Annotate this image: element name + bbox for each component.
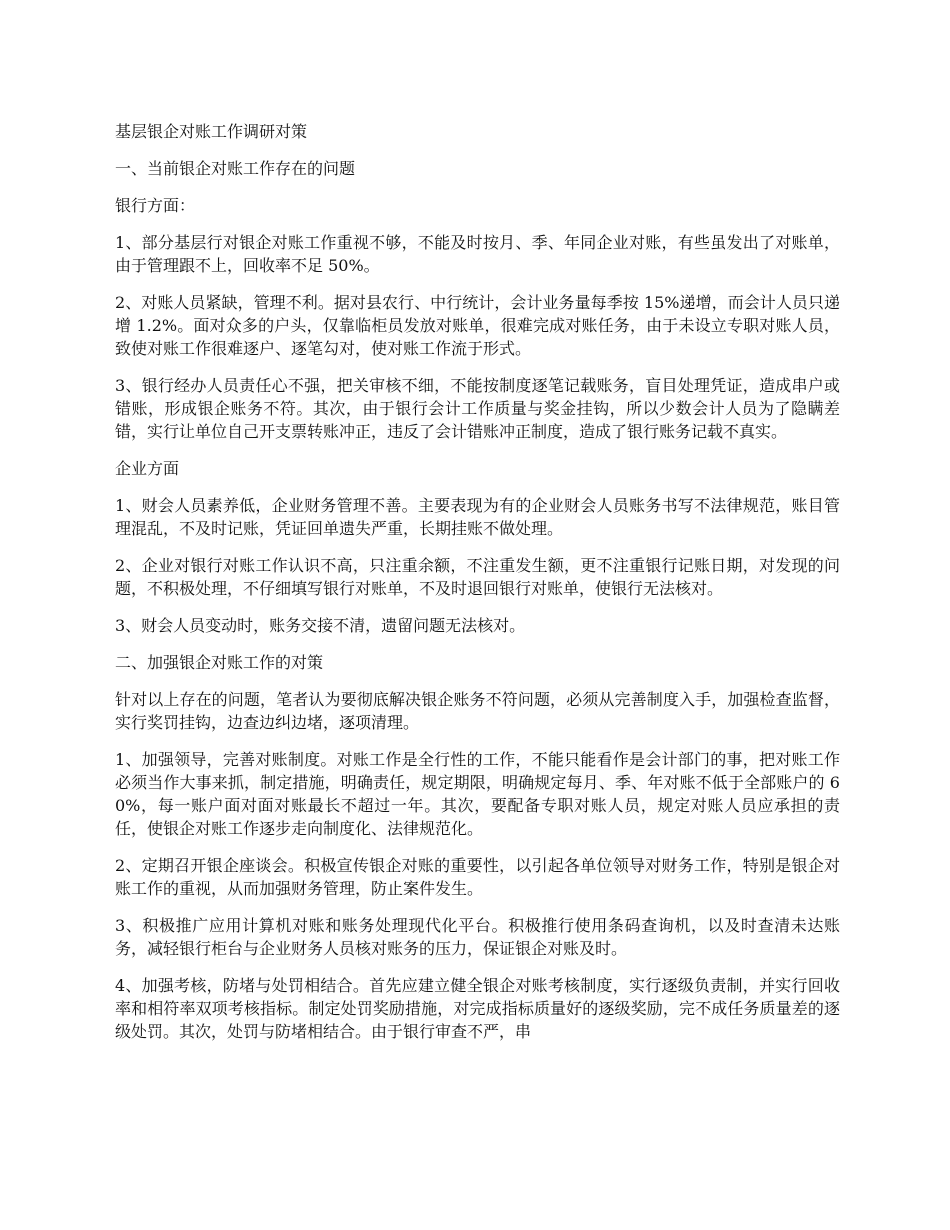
document-title: 基层银企对账工作调研对策 <box>115 122 308 141</box>
section-2-heading: 二、加强银企对账工作的对策 <box>115 653 324 672</box>
bank-item-1: 1、部分基层行对银企对账工作重视不够，不能及时按月、季、年同企业对账，有些虽发出了对账单，由于管理跟不上，回收率不足 50%。 <box>115 233 840 275</box>
measure-item-3: 3、积极推广应用计算机对账和账务处理现代化平台。积极推行使用条码查询机，以及时查清未达账务，减轻银行柜台与企业财务人员核对账务的压力，保证银企对账及时。 <box>115 916 840 958</box>
measure-item-4: 4、加强考核，防堵与处罚相结合。首先应建立健全银企对账考核制度，实行逐级负责制，并实行回收率和相符率双项考核指标。制定处罚奖励措施，对完成指标质量好的逐级奖励，完不成任务质量差的逐级处罚。其次，处罚与防堵相结合。由于银行审查不严，串 <box>115 976 840 1041</box>
bank-aspect-heading: 银行方面： <box>115 196 196 215</box>
measure-item-1: 1、加强领导，完善对账制度。对账工作是全行性的工作，不能只能看作是会计部门的事，把对账工作必须当作大事来抓，制定措施，明确责任，规定期限，明确规定每月、季、年对账不低于全部账户的 60%，每一账户面对面对账最长不超过一年。其次，要配备专职对账人员，规定对账人员应承担的责任，使银企对账工作逐步走向制度化、法律规范化。 <box>115 750 840 838</box>
bank-item-2: 2、对账人员紧缺，管理不利。据对县农行、中行统计，会计业务量每季按 15%递增，而会计人员只递增 1.2%。面对众多的户头，仅靠临柜员发放对账单，很难完成对账任务，由于未设立专职对账人员，致使对账工作很难逐户、逐笔勾对，使对账工作流于形式。 <box>115 293 840 358</box>
enterprise-aspect-heading: 企业方面 <box>115 459 180 478</box>
measure-item-2: 2、定期召开银企座谈会。积极宣传银企对账的重要性，以引起各单位领导对财务工作，特别是银企对账工作的重视，从而加强财务管理，防止案件发生。 <box>115 856 840 898</box>
document-page <box>115 120 840 1057</box>
bank-item-3: 3、银行经办人员责任心不强，把关审核不细，不能按制度逐笔记载账务，盲目处理凭证，造成串户或错账，形成银企账务不符。其次，由于银行会计工作质量与奖金挂钩，所以少数会计人员为了隐瞒差错，实行让单位自己开支票转账冲正，违反了会计错账冲正制度，造成了银行账务记载不真实。 <box>115 376 840 441</box>
enterprise-item-2: 2、企业对银行对账工作认识不高，只注重余额，不注重发生额，更不注重银行记账日期，对发现的问题，不积极处理，不仔细填写银行对账单，不及时退回银行对账单，使银行无法核对。 <box>115 556 840 598</box>
section-1-heading: 一、当前银企对账工作存在的问题 <box>115 159 356 178</box>
section-2-intro: 针对以上存在的问题，笔者认为要彻底解决银企账务不符问题，必须从完善制度入手，加强检查监督，实行奖罚挂钩，边查边纠边堵，逐项清理。 <box>115 690 840 732</box>
enterprise-item-3: 3、财会人员变动时，账务交接不清，遗留问题无法核对。 <box>115 616 526 635</box>
enterprise-item-1: 1、财会人员素养低，企业财务管理不善。主要表现为有的企业财会人员账务书写不法律规范，账目管理混乱，不及时记账，凭证回单遗失严重，长期挂账不做处理。 <box>115 496 840 538</box>
